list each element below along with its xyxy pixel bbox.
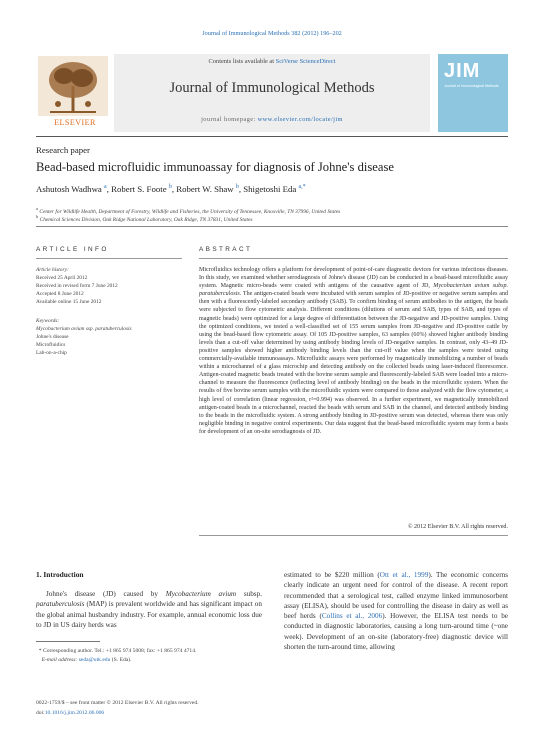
doi-line <box>36 710 104 716</box>
abstract-organism: Mycobacterium avium subsp. paratuberculosis <box>199 283 508 298</box>
cover-subtitle: Journal of Immunological Methods <box>444 84 499 88</box>
corresponding-footnote <box>36 648 196 654</box>
keyword: Johne's disease <box>36 334 69 340</box>
homepage-link[interactable]: www.elsevier.com/locate/jim <box>257 116 343 123</box>
journal-homepage <box>114 116 430 123</box>
abstract-part: . The antigen-coated beads were incubated with serum samples of JD-positive or negative serum samples and then with a fluorescently-labeled secondary antibody (SAB). To confirm binding of serum antibodies to the antigen, the beads were subjected to flow cytometric analysis. Different conditions (dilutions of serum and SAB, types of SAB, and types of magnetic beads) were optimized for a large degree of differentiation between the JD-negative and JD-positive samples. Using the optimized conditions, we tested a well-classified set of 155 serum samples from JD-negative and JD-positive cattle by using the bead-based flow cytometric assay. Of 105 JD-positive samples, 63 samples (60%) showed higher antibody binding levels than a cut-off value determined by using antibody binding levels of JD-negative samples. In contrast, only 43–49 JD-positive samples showed higher antibody binding levels than the cut-off value when the samples were tested using commercially-available immunoassays. Microfluidic assays were performed by magnetically immobilizing a number of beads within a microchannel of a glass microchip and detecting antibody on the collected beads using laser-induced fluorescence. Antigen-coated magnetic beads treated with the bovine serum sample and fluorescently-labeled SAB were loaded into a micro-channel to measure the fluorescence (reflecting level of antibody binding) on the beads in the microfluidic system. When the results of five bovine serum samples with the microfluidic system were compared to those analyzed with the flow cytometer, a high level of correlation (linear regression, r²=0.994) was observed. In a further experiment, we magnetically immobilized antigen-coated beads in a microchannel, reacted the beads with serum and SAB in the channel, and detected antibody binding to the beads in the microfluidic system. A strong antibody binding in JD-positive serum was detected, whereas there was only negligible binding in negative control experiments. Our data suggest that the bead-based microfluidic system may form a basis for development of an on-site serodiagnosis of JD. <box>199 291 508 435</box>
intro-text: subsp. <box>236 590 262 598</box>
email-footnote <box>36 657 132 663</box>
email-label: E-mail address: <box>41 657 79 663</box>
abstract-heading: ABSTRACT <box>199 246 253 253</box>
author-name: Ashutosh Wadhwa <box>36 184 102 194</box>
journal-header <box>36 54 508 132</box>
contents-line <box>114 58 430 65</box>
author-name: Robert W. Shaw <box>176 184 234 194</box>
keywords-label: Keywords: <box>36 318 60 324</box>
history-item: Received in revised form 7 June 2012 <box>36 283 118 289</box>
header-divider <box>36 136 508 137</box>
journal-citation[interactable]: Journal of Immunological Methods 382 (2012) 196–202 <box>202 30 342 37</box>
affiliation-text: Chemical Sciences Division, Oak Ridge National Laboratory, Oak Ridge, TN 37831, United States <box>39 216 253 223</box>
history-item: Available online 15 June 2012 <box>36 299 102 305</box>
affiliation-mark: a <box>36 206 38 211</box>
journal-cover <box>438 54 508 132</box>
author-affiliation-mark[interactable]: b <box>235 184 239 191</box>
doi-link[interactable]: 10.1016/j.jim.2012.06.006 <box>44 710 105 716</box>
elsevier-tree-icon <box>38 56 108 116</box>
intro-text: ). However, the ELISA test needs to be conducted in diagnostic laboratories, causing a long turn-around time (~one week). Development of an on-site (laboratory-free) diagnostic device will shorten the turn-around time, allowing <box>284 612 508 652</box>
affiliation-text: Center for Wildlife Health, Department of Forestry, Wildlife and Fisheries, the University of Tennessee, Knoxville, TN 37996, United States <box>39 208 341 215</box>
author-affiliation-mark[interactable]: a <box>104 184 107 191</box>
history-item: Received 25 April 2012 <box>36 275 88 281</box>
introduction-paragraph <box>36 589 262 630</box>
intro-organism: Mycobacterium avium <box>165 590 237 598</box>
sciencedirect-link[interactable]: SciVerse ScienceDirect <box>275 58 336 65</box>
footnote-text: Corresponding author. Tel.: +1 865 974 5008; fax: +1 865 974 4714. <box>43 648 197 654</box>
intro-text: estimated to be $220 million ( <box>284 571 380 579</box>
journal-title: Journal of Immunological Methods <box>169 80 375 96</box>
journal-banner <box>114 54 430 132</box>
elsevier-logo <box>38 56 108 130</box>
publisher-name: ELSEVIER <box>54 118 96 127</box>
history-label: Article history: <box>36 267 69 273</box>
article-title: Bead-based microfluidic immunoassay for diagnosis of Johne's disease <box>36 160 394 174</box>
intro-text: Johne's disease (JD) caused by <box>46 590 166 598</box>
author-name: Shigetoshi Eda <box>243 184 297 194</box>
reference-link[interactable]: Ott et al., 1999 <box>379 571 429 579</box>
keyword: Mycobacterium avium ssp. paratuberculosis <box>36 326 132 332</box>
copyright: © 2012 Elsevier B.V. All rights reserved. <box>407 524 508 530</box>
affiliation-mark: b <box>36 214 39 219</box>
footnote-divider <box>36 641 100 642</box>
email-link[interactable]: seda@utk.edu <box>78 657 111 663</box>
abstract-divider <box>199 258 508 259</box>
reference-link[interactable]: Collins et al., 2006 <box>321 612 383 621</box>
introduction-column-2 <box>284 570 508 652</box>
article-info-divider <box>36 258 182 259</box>
doi-label: doi: <box>36 710 45 716</box>
issn-line: 0022-1759/$ – see front matter © 2012 Elsevier B.V. All rights reserved. <box>36 700 199 706</box>
intro-text: ). The economic concerns clearly indicate an urgent need for control of the disease. A recent report recommended that a serological test, called enzyme linked immunosorbent assay (ELISA), should be used for controlling the disease in dairy as well as beef herds ( <box>284 571 509 621</box>
email-suffix: (S. Eda). <box>110 657 132 663</box>
author-name: Robert S. Foote <box>111 184 167 194</box>
asterisk-mark: * <box>36 648 43 654</box>
abstract-text <box>199 266 508 436</box>
section-divider <box>36 226 508 227</box>
intro-organism: paratuberculosis <box>36 600 85 609</box>
introduction-heading: 1. Introduction <box>36 570 84 579</box>
homepage-prefix: journal homepage: <box>201 116 258 123</box>
intro-text: (MAP) is prevalent worldwide and has significant impact on the global animal husbandry industry. For example, annual economic loss due to JD in US dairy herds was <box>36 600 262 629</box>
author-affiliation-mark[interactable]: a,* <box>298 184 306 191</box>
article-info-heading: ARTICLE INFO <box>36 246 109 253</box>
history-item: Accepted 8 June 2012 <box>36 291 84 297</box>
abstract-end-divider <box>199 535 508 536</box>
author-affiliation-mark[interactable]: b <box>168 184 172 191</box>
keyword: Microfluidics <box>36 342 66 348</box>
cover-abbrev: JIM <box>444 60 481 82</box>
author-list: Ashutosh Wadhwa $^a$, Robert S. Foote $^b$, Robert W. Shaw $^b$, Shigetoshi Eda $^{a,*}$ <box>36 184 306 194</box>
contents-prefix: Contents lists available at <box>208 58 276 65</box>
article-type: Research paper <box>36 145 90 155</box>
keyword: Lab-on-a-chip <box>36 350 67 356</box>
affiliation <box>36 214 253 223</box>
abstract-part: Microfluidics technology offers a platform for development of point-of-care diagnostic devices for various infectious diseases. In this study, we examined whether serodiagnosis of Johne's disease (JD) can be conducted in a bead-based microfluidic assay system. Magnetic micro-beads were coated with antigens of the causative agent of JD, <box>199 267 508 290</box>
